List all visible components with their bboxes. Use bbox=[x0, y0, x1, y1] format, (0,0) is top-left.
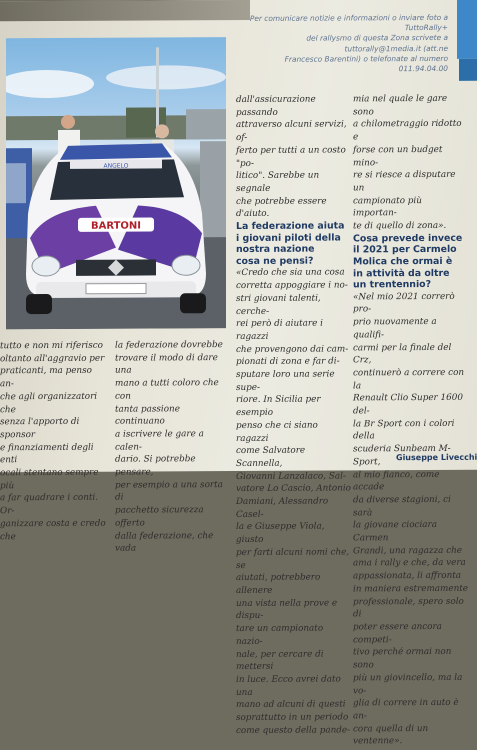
text-line: dalla federazione, che vada bbox=[115, 530, 214, 554]
bottom-column-1 bbox=[0, 340, 108, 544]
text-line: riore. In Sicilia per esempio bbox=[236, 395, 321, 419]
text-line: mano a tutti coloro che con bbox=[115, 378, 219, 402]
column-3 bbox=[353, 93, 468, 749]
text-line: penso che ci siano ragazzi bbox=[236, 420, 318, 444]
text-line: al mio fianco, come accade bbox=[353, 469, 440, 493]
text-line: attraverso alcuni servizi, of- bbox=[236, 119, 347, 144]
blue-page-edge-lower bbox=[459, 59, 477, 81]
text-line: tanta passione continuano bbox=[115, 403, 180, 427]
text-line: ferto per tutti a un costo "po- bbox=[236, 145, 346, 169]
text-line: come Salvatore Scannella, bbox=[236, 445, 306, 469]
text-line: re si riesce a disputare un bbox=[353, 170, 456, 194]
text-line: Giovanni Lanzalaco, Sal- bbox=[236, 471, 346, 482]
info-line: Francesco Barentini) o telefonate al numero 011.94.04.00 bbox=[284, 53, 448, 74]
text-line: appassionata, li affronta bbox=[353, 571, 462, 582]
question-heading: La federazione aiuta bbox=[236, 220, 345, 233]
text-line: professionale, spero solo di bbox=[353, 596, 464, 620]
text-line: Renault Clio Super 1600 del- bbox=[353, 393, 463, 417]
info-box bbox=[238, 13, 448, 84]
text-line: pionati di zona e far di- bbox=[236, 356, 340, 368]
text-line: glia di correre in auto è an- bbox=[353, 698, 459, 722]
rally-car-photo bbox=[6, 37, 226, 329]
text-line: tutto e non mi riferisco bbox=[0, 340, 103, 352]
text-line: che agli organizzatori che bbox=[0, 391, 98, 415]
question-heading: Molica che ormai è bbox=[353, 255, 453, 268]
info-line: del rallysmo di questa Zona scrivete a tuttorally@1media.it (att.ne bbox=[306, 33, 448, 54]
text-line: in luce. Ecco avrei dato una bbox=[236, 674, 341, 698]
text-line: aiutati, potrebbero allenere bbox=[236, 572, 321, 596]
text-line: soprattutto in un periodo bbox=[236, 712, 349, 724]
text-line: scuderia Sunbeam M-Sport, bbox=[353, 444, 451, 468]
text-line: dall'assicurazione passando bbox=[236, 94, 316, 118]
text-line: mia nel quale le gare sono bbox=[353, 93, 448, 118]
text-line: senza l'apporto di sponsor bbox=[0, 417, 80, 441]
bottom-column-2 bbox=[115, 339, 228, 556]
text-line: campionato più importan- bbox=[353, 195, 422, 219]
text-line: sputare loro una serie supe- bbox=[236, 369, 335, 393]
text-line: la federazione dovrebbe bbox=[115, 340, 223, 351]
previous-page-edge bbox=[0, 0, 250, 21]
info-line: Per comunicare notizie e informazioni o inviare foto a TuttoRally+ bbox=[249, 12, 448, 33]
question-heading: nostra nazione bbox=[236, 243, 315, 256]
text-line: prio nuovamente a qualifi- bbox=[353, 317, 437, 341]
text-line: carmi per la finale del Crz, bbox=[353, 342, 452, 366]
text-line: tivo perché ormai non sono bbox=[353, 647, 452, 671]
text-line: litico". Sarebbe un segnale bbox=[236, 170, 320, 194]
text-line: la giovane ciociara Carmen bbox=[353, 520, 437, 544]
text-line: mano ad alcuni di questi bbox=[236, 699, 346, 711]
text-line: che potrebbe essere d'aiuto. bbox=[236, 196, 327, 220]
question-heading: cosa ne pensi? bbox=[236, 255, 314, 267]
text-line: e finanziamenti degli enti bbox=[0, 442, 94, 466]
column-2 bbox=[236, 93, 352, 737]
livery-text: BARTONI bbox=[90, 220, 142, 232]
text-line: ama i rally e che, da vera bbox=[353, 558, 466, 569]
text-line: Grandi, una ragazza che bbox=[353, 545, 462, 557]
text-line: per farti alcuni nomi che, se bbox=[236, 547, 350, 571]
text-line: la Br Sport con i colori della bbox=[353, 418, 455, 442]
text-line: in maniera estremamente bbox=[353, 583, 468, 595]
question-heading: in attività da oltre bbox=[353, 267, 450, 279]
text-line: continuerò a correre con la bbox=[353, 367, 465, 392]
text-line: te di quello di zona». bbox=[353, 220, 447, 232]
text-line: la e Giuseppe Viola, giusto bbox=[236, 522, 325, 546]
text-line: vatore Lo Cascio, Antonio bbox=[236, 483, 351, 495]
roof-text: ANGELO bbox=[103, 162, 129, 170]
text-line: tare un campionato nazio- bbox=[236, 623, 324, 647]
text-line: dario. Si potrebbe pensare, bbox=[115, 454, 196, 478]
text-line: a far quadrare i conti. Or- bbox=[0, 493, 99, 517]
text-line: a iscrivere le gare a calen- bbox=[115, 429, 204, 453]
text-line: pacchetto sicurezza offerto bbox=[115, 505, 204, 529]
question-heading: Cosa prevede invece bbox=[353, 232, 463, 245]
text-line: cora quella di un ventenne». bbox=[353, 723, 429, 747]
author-signature: Giuseppe Livecchi bbox=[396, 452, 477, 463]
text-line: nale, per cercare di mettersi bbox=[236, 649, 324, 673]
text-line: ocali stentano sempre più bbox=[0, 467, 99, 491]
text-line: praticanti, ma penso an- bbox=[0, 366, 92, 390]
text-line: ganizzare costa e credo che bbox=[0, 518, 106, 542]
blue-page-edge bbox=[457, 0, 477, 59]
question-heading: un trentennio? bbox=[353, 279, 432, 291]
text-line: come questo della pande- bbox=[236, 725, 351, 736]
text-line: Damiani, Alessandro Casel- bbox=[236, 496, 329, 520]
text-line: che provengono dai cam- bbox=[236, 344, 349, 355]
text-line: a chilometraggio ridotto e bbox=[353, 119, 462, 143]
text-line: trovare il modo di dare una bbox=[115, 352, 218, 377]
text-line: stri giovani talenti, cerche- bbox=[236, 293, 321, 317]
text-line: rei però di aiutare i ragazzi bbox=[236, 318, 323, 342]
question-heading: i giovani piloti della bbox=[236, 232, 341, 244]
text-line: per esempio a una sorta di bbox=[115, 479, 223, 504]
text-line: «Nel mio 2021 correrò pro- bbox=[353, 291, 455, 315]
rally-car-illustration bbox=[6, 37, 226, 329]
text-line: una vista nella prove e dispu- bbox=[236, 598, 338, 622]
text-line: più un giovincello, ma la vo- bbox=[353, 672, 463, 696]
text-line: poter essere ancora competi- bbox=[353, 621, 442, 646]
text-line: forse con un budget mino- bbox=[353, 144, 443, 168]
text-line: corretta appoggiare i no- bbox=[236, 280, 348, 292]
text-line: «Credo che sia una cosa bbox=[236, 267, 345, 279]
text-line: da diverse stagioni, ci sarà bbox=[353, 494, 451, 519]
text-line: oltanto all'aggravio per bbox=[0, 353, 105, 364]
question-heading: il 2021 per Carmelo bbox=[353, 244, 457, 256]
